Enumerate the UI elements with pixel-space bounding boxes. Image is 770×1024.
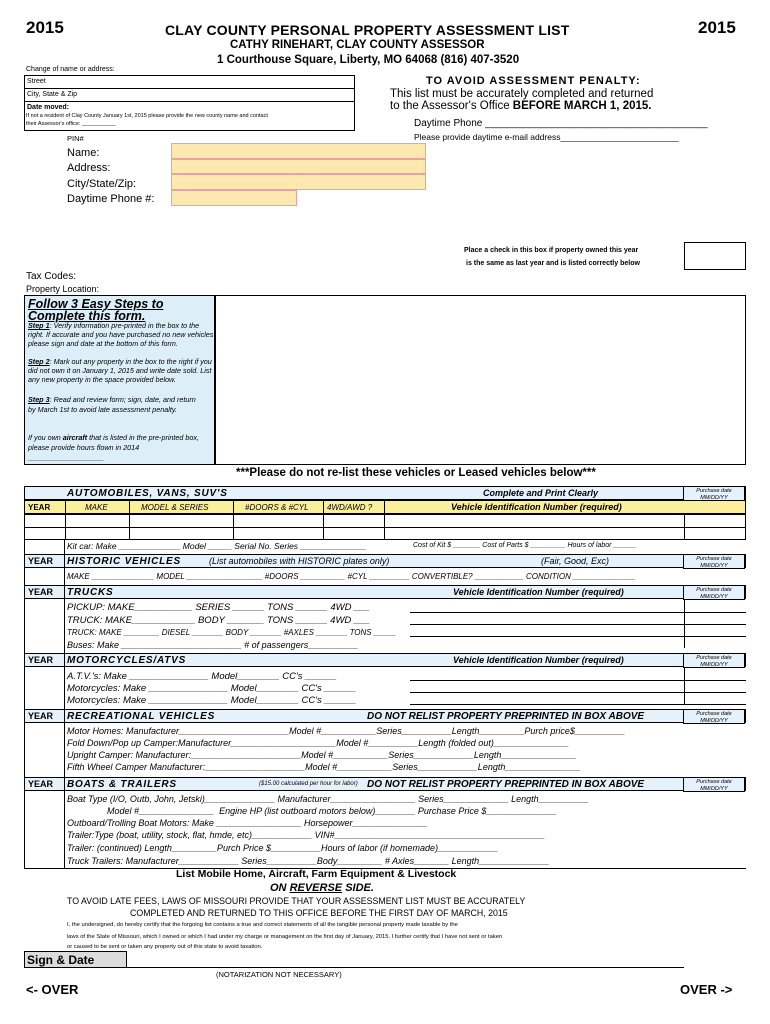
vin-divider	[684, 668, 685, 704]
penalty-deadline: BEFORE MARCH 1, 2015.	[512, 100, 652, 112]
upright-camper-line[interactable]: Upright Camper: Manufacturer:______________________Model #___________Series____________Length_______________	[67, 750, 577, 760]
late-fees-line-1: TO AVOID LATE FEES, LAWS OF MISSOURI PROVIDE THAT YOUR ASSESSMENT LIST MUST BE ACCURATELY	[67, 896, 526, 906]
autos-col-model: MODEL & SERIES	[141, 503, 209, 512]
autos-columns-row	[24, 500, 746, 514]
autos-col-divider	[384, 501, 385, 513]
rv-year-label: YEAR	[25, 710, 65, 722]
signature-line[interactable]	[127, 967, 684, 968]
boats-header-row	[24, 777, 746, 791]
step-1-text: : Verify information pre-printed in the box to the right. If accurate and you have purchased no new vehicles please sign and date at the bottom of this form.	[28, 321, 214, 348]
reverse-side-on: ON	[270, 882, 290, 894]
rv-do-not-relist: DO NOT RELIST PROPERTY PREPRINTED IN BOX ABOVE	[367, 711, 645, 722]
autos-col-divider	[129, 501, 130, 513]
name-label: Name:	[67, 147, 100, 159]
change-address-box	[24, 75, 355, 131]
vin-line	[410, 692, 746, 693]
autos-print-clearly: Complete and Print Clearly	[483, 488, 599, 498]
historic-title: HISTORIC VEHICLES	[67, 556, 181, 567]
motorcycle-line-2[interactable]: Motorcycles: Make _______________ Model________ CC's ______	[67, 695, 357, 706]
penalty-line2	[390, 100, 651, 112]
autos-col-divider	[323, 501, 324, 513]
year-column-divider	[64, 540, 65, 868]
email-line[interactable]: Please provide daytime e-mail address_________________________	[414, 132, 679, 142]
city-state-zip-label: City/State/Zip:	[67, 178, 137, 190]
change-caption: Change of name or address:	[26, 66, 115, 73]
step-3	[28, 395, 203, 415]
truck-trailers-line[interactable]: Truck Trailers: Manufacturer____________ Series__________Body_________ # Axles_______ Length______________	[67, 856, 550, 866]
vin-divider	[684, 600, 685, 648]
autos-purchase-date-header: Purchase date MM/DD/YY	[683, 486, 745, 501]
year-right: 2015	[698, 18, 736, 37]
penalty-line2-text: to the Assessor's Office	[390, 100, 513, 112]
fifth-wheel-line[interactable]: Fifth Wheel Camper Manufacturer:____________________Model #___________Series____________Length_______________	[67, 762, 581, 772]
moto-title: MOTORCYCLES/ATVS	[67, 655, 187, 666]
address-label: Address:	[67, 162, 111, 174]
nonresident-note: If not a resident of Clay County January 1st, 2015 please provide the new county name and contact their Assessor's office: ___________	[26, 113, 268, 127]
col-divider	[684, 515, 685, 539]
col-divider	[129, 515, 130, 539]
moto-vin-grid[interactable]	[410, 668, 746, 706]
relist-note: ***Please do not re-list these vehicles or Leased vehicles below***	[236, 467, 596, 479]
col-divider	[323, 515, 324, 539]
motor-homes-line[interactable]: Motor Homes: Manufacturer______________________Model #___________Series__________Length_________Purch price$__________	[67, 726, 625, 736]
year-left: 2015	[26, 18, 64, 37]
checkbox-note-line1: Place a check in this box if property owned this year	[464, 247, 639, 254]
historic-year-label: YEAR	[25, 555, 65, 567]
aircraft-note-pre: If you own	[28, 433, 63, 442]
steps-box	[24, 295, 215, 465]
over-right[interactable]: OVER ->	[680, 982, 733, 997]
vin-line	[410, 636, 746, 637]
over-left[interactable]: <- OVER	[26, 982, 79, 997]
penalty-title: TO AVOID ASSESSMENT PENALTY:	[426, 75, 641, 87]
list-mobile-home-note: List Mobile Home, Aircraft, Farm Equipment & Livestock	[176, 868, 457, 880]
fold-down-camper-line[interactable]: Fold Down/Pop up Camper:Manufacturer_____________________Model #__________Length (folded out)_______________	[67, 738, 569, 748]
boats-purchase-date-header: Purchase date MM/DD/YY	[683, 777, 745, 792]
autos-col-vin: Vehicle Identification Number (required)	[451, 502, 622, 512]
rv-title: RECREATIONAL VEHICLES	[67, 711, 216, 722]
boat-type-line[interactable]: Boat Type (I/O, Outb, John, Jetski)______________ Manufacturer_________________ Series_____________ Length__________	[67, 794, 589, 804]
notarization-note: (NOTARIZATION NOT NECESSARY)	[216, 970, 342, 979]
historic-header-row	[24, 554, 746, 568]
step-3-text: : Read and review form; sign, date, and return by March 1st to avoid late assessment penalty.	[28, 395, 196, 414]
name-field[interactable]	[171, 143, 426, 159]
late-fees-line-2: COMPLETED AND RETURNED TO THIS OFFICE BEFORE THE FIRST DAY OF MARCH, 2015	[130, 908, 508, 918]
autos-col-divider	[65, 501, 66, 513]
trucks-purchase-date-header: Purchase date MM/DD/YY	[683, 585, 745, 600]
certification-line-3: or caused to be sent or taken any property out of this state to avoid taxation.	[67, 944, 263, 950]
street-field[interactable]: Street	[25, 76, 354, 89]
assessor-name: CATHY RINEHART, CLAY COUNTY ASSESSOR	[230, 39, 485, 51]
trailer-continued-line[interactable]: Trailer: (continued) Length_________Purch Price $__________Hours of labor (if homemade)____________	[67, 843, 499, 853]
trucks-vin-grid[interactable]	[410, 600, 746, 648]
boats-title: BOATS & TRAILERS	[67, 779, 177, 790]
vin-line	[410, 680, 746, 681]
penalty-line1: This list must be accurately completed and returned	[390, 88, 654, 100]
vin-line	[410, 612, 746, 613]
historic-subtitle: (List automobiles with HISTORIC plates only)	[209, 556, 390, 566]
autos-col-year: YEAR	[28, 503, 51, 512]
vin-line	[410, 624, 746, 625]
autos-header-row	[24, 486, 746, 500]
assessor-address: 1 Courthouse Square, Liberty, MO 64068 (816) 407-3520	[217, 54, 520, 66]
truck-line[interactable]: TRUCK: MAKE____________ BODY _______ TONS ______ 4WD ___	[67, 615, 370, 626]
pickup-line[interactable]: PICKUP: MAKE___________ SERIES ______ TONS ______ 4WD ___	[67, 602, 370, 613]
trucks-header-row	[24, 585, 746, 599]
trucks-vin-header: Vehicle Identification Number (required)	[453, 587, 624, 597]
steps-title-2: Complete this form.	[28, 309, 146, 323]
kit-car-line[interactable]: Kit car: Make _____________ Model _____ Serial No. Series ______________	[67, 541, 367, 551]
left-year-column-border	[24, 486, 25, 868]
trucks-title: TRUCKS	[67, 587, 114, 598]
address-field[interactable]	[171, 159, 426, 174]
reverse-side-note	[270, 882, 374, 894]
date-moved-field[interactable]: Date moved:	[27, 104, 70, 111]
moto-header-row	[24, 653, 746, 667]
pin-label: PIN#	[67, 134, 84, 143]
col-divider	[233, 515, 234, 539]
step-1	[28, 321, 216, 348]
moto-purchase-date-header: Purchase date MM/DD/YY	[683, 653, 745, 668]
atv-line[interactable]: A.T.V.'s: Make _______________ Model________ CC's ______	[67, 671, 337, 682]
autos-col-make: MAKE	[85, 503, 108, 512]
same-as-last-year-checkbox[interactable]	[684, 242, 746, 270]
autos-title: AUTOMOBILES, VANS, SUV'S	[67, 488, 228, 499]
checkbox-note-line2: is the same as last year and is listed correctly below	[466, 260, 640, 267]
moto-year-label: YEAR	[25, 654, 65, 666]
reverse-side-side: SIDE.	[342, 882, 374, 894]
steps-title-1: Follow 3 Easy Steps to	[28, 297, 164, 311]
truck-diesel-line[interactable]: TRUCK: MAKE ________ DIESEL _______ BODY _______ #AXLES _______ TONS _____	[67, 628, 397, 637]
boats-do-not-relist: DO NOT RELIST PROPERTY PREPRINTED IN BOX ABOVE	[367, 779, 645, 790]
city-field[interactable]: City, State & Zip	[25, 89, 354, 102]
certification-line-1: I, the undersigned, do hereby certify that the forgoing list contains a true and correct statements of all the tangible personal property made taxable by the	[67, 922, 458, 928]
trailer-type-line[interactable]: Trailer:Type (boat, utility, stock, flat, hmde, etc)____________ VIN#__________________________________________	[67, 830, 545, 840]
aircraft-word: aircraft	[62, 433, 88, 442]
certification-line-2: laws of the State of Missouri, which I owned or which I had under my charge or management on the first day of January, 2015. I further certify that I have not sent or taken	[67, 934, 503, 940]
historic-purchase-date-header: Purchase date MM/DD/YY	[683, 554, 745, 569]
reverse-side-word: REVERSE	[289, 882, 343, 894]
city-state-zip-field[interactable]	[171, 174, 426, 190]
autos-col-doors: #DOORS & #CYL	[245, 503, 309, 512]
motorcycle-line-1[interactable]: Motorcycles: Make _______________ Model________ CC's ______	[67, 683, 357, 694]
historic-condition-scale: (Fair, Good, Exc)	[541, 556, 610, 566]
rv-header-row	[24, 709, 746, 723]
row-divider	[25, 527, 745, 528]
property-location-label: Property Location:	[26, 284, 100, 294]
step-1-label: Step 1	[28, 321, 50, 330]
buses-line[interactable]: Buses: Make ________________________ # of passengers__________	[67, 640, 359, 650]
boat-model-line[interactable]: Model #_______________ Engine HP (list outboard motors below)________ Purchase Price $______________	[67, 806, 557, 816]
col-divider	[384, 515, 385, 539]
autos-entry-grid[interactable]	[24, 514, 746, 540]
col-divider	[65, 515, 66, 539]
daytime-phone-label: Daytime Phone #:	[67, 193, 155, 205]
boats-year-label: YEAR	[25, 778, 65, 790]
moto-vin-header: Vehicle Identification Number (required)	[453, 655, 624, 665]
sign-date-label: Sign & Date	[24, 951, 127, 968]
autos-col-4wd: 4WD/AWD ?	[327, 503, 373, 512]
aircraft-note	[28, 433, 206, 463]
autos-col-divider	[233, 501, 234, 513]
historic-entry-line[interactable]: MAKE ______________ MODEL _________________ #DOORS __________ #CYL _________ CONVERTIBLE? ___________ CONDITION ______________	[67, 572, 636, 581]
aircraft-note-post: that is listed in the pre-printed box, please provide hours flown in 2014 ___________________	[28, 433, 200, 462]
daytime-phone-line[interactable]: Daytime Phone ________________________________________	[414, 118, 708, 129]
step-2-label: Step 2	[28, 357, 50, 366]
daytime-phone-field[interactable]	[171, 190, 297, 206]
kit-cost-line[interactable]: Cost of Kit $ _______ Cost of Parts $ _________ Hours of labor ______	[413, 542, 637, 549]
step-2-text: : Mark out any property in the box to the right if you did not own it on January 1, 2015 and write date sold. List any new property in the space provided below.	[28, 357, 212, 384]
rv-purchase-date-header: Purchase date MM/DD/YY	[683, 709, 745, 724]
form-title: CLAY COUNTY PERSONAL PROPERTY ASSESSMENT LIST	[165, 22, 570, 38]
preprinted-property-box	[215, 295, 746, 465]
vin-line	[410, 704, 746, 705]
outboard-motors-line[interactable]: Outboard/Trolling Boat Motors: Make _________________ Horsepower_______________	[67, 818, 428, 828]
step-3-label: Step 3	[28, 395, 50, 404]
trucks-year-label: YEAR	[25, 586, 65, 598]
tax-codes-label: Tax Codes:	[26, 271, 77, 282]
step-2	[28, 357, 216, 384]
boats-labor-note: ($15.00 calculated per hour for labor)	[259, 781, 358, 787]
